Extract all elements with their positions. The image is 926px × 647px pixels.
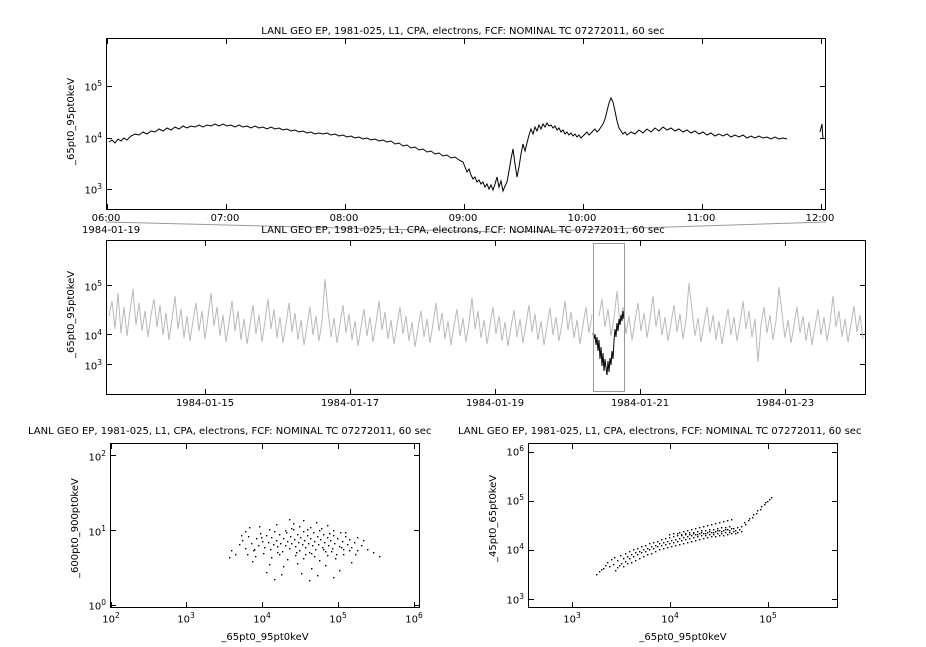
bottom-right-ytick-5: $10^5$ <box>506 493 524 508</box>
bottom-left-xtick-5: $10^5$ <box>329 611 347 626</box>
bottom-right-ytick-3: $10^3$ <box>506 592 524 607</box>
top-panel-series <box>109 98 787 191</box>
top-panel-series-tail <box>820 124 823 139</box>
bottom-left-xlabel: _65pt0_95pt0keV <box>221 632 309 643</box>
bottom-left-xtick-2: $10^2$ <box>102 611 120 626</box>
bottom-left-axes <box>110 443 420 608</box>
bottom-left-ylabel: _600pt0_900pt0keV <box>70 478 81 578</box>
middle-panel-xtick-0121: 1984-01-21 <box>610 398 670 409</box>
top-panel-xtick-1200: 12:00 <box>805 213 835 224</box>
top-panel-axes <box>106 38 826 210</box>
bottom-right-plot-area <box>529 444 837 607</box>
top-panel-ylabel: _65pt0_95pt0keV <box>66 77 77 165</box>
middle-panel-ytick-5: $10^5$ <box>84 279 102 294</box>
middle-panel-title: LANL GEO EP, 1981-025, L1, CPA, electrons, FCF: NOMINAL TC 07272011, 60 sec <box>261 225 665 236</box>
top-panel-ytick-3: $10^3$ <box>84 182 102 197</box>
bottom-left-ytick-1: $10^1$ <box>88 524 106 539</box>
top-panel-xtick-0800: 08:00 <box>329 213 359 224</box>
bottom-right-xtick-3: $10^3$ <box>563 611 581 626</box>
top-panel-plot-area <box>107 39 825 209</box>
middle-panel-context-series <box>109 279 592 347</box>
top-panel-xtick-1000: 10:00 <box>567 213 597 224</box>
bottom-right-ylabel: _45pt0_65pt0keV <box>488 474 499 562</box>
bottom-right-axes <box>528 443 838 608</box>
bottom-right-points <box>596 497 772 575</box>
bottom-left-ytick-2: $10^2$ <box>88 449 106 464</box>
bottom-right-title: LANL GEO EP, 1981-025, L1, CPA, electrons, FCF: NOMINAL TC 07272011, 60 sec <box>458 426 862 437</box>
top-panel-xtick-0900: 09:00 <box>448 213 478 224</box>
bottom-left-title: LANL GEO EP, 1981-025, L1, CPA, electrons, FCF: NOMINAL TC 07272011, 60 sec <box>28 426 432 437</box>
bottom-left-points <box>229 519 380 581</box>
top-panel-xtick-0700: 07:00 <box>210 213 240 224</box>
top-panel-title: LANL GEO EP, 1981-025, L1, CPA, electrons, FCF: NOMINAL TC 07272011, 60 sec <box>261 26 665 37</box>
bottom-left-plot-area <box>111 444 419 607</box>
top-panel-date-label: 1984-01-19 <box>82 225 141 236</box>
bottom-right-xtick-4: $10^4$ <box>661 611 679 626</box>
middle-panel-xtick-0119: 1984-01-19 <box>465 398 525 409</box>
middle-panel-ylabel: _65pt0_95pt0keV <box>66 270 77 358</box>
top-panel-ytick-4: $10^4$ <box>84 131 102 146</box>
bottom-left-xtick-6: $10^6$ <box>405 611 423 626</box>
middle-panel-ytick-4: $10^4$ <box>84 328 102 343</box>
bottom-right-xtick-5: $10^5$ <box>759 611 777 626</box>
bottom-left-xtick-3: $10^3$ <box>177 611 195 626</box>
middle-panel-highlight-series <box>593 311 624 375</box>
middle-panel-xtick-0123: 1984-01-23 <box>755 398 815 409</box>
middle-panel-xtick-0117: 1984-01-17 <box>320 398 380 409</box>
middle-panel-xtick-0115: 1984-01-15 <box>175 398 235 409</box>
top-panel-ytick-5: $10^5$ <box>84 79 102 94</box>
middle-panel-axes <box>106 240 866 395</box>
bottom-right-ytick-6: $10^6$ <box>506 444 524 459</box>
bottom-right-ytick-4: $10^4$ <box>506 542 524 557</box>
middle-panel-ytick-3: $10^3$ <box>84 358 102 373</box>
top-panel-xtick-0600: 06:00 <box>91 213 121 224</box>
middle-panel-context-series-right <box>599 283 863 362</box>
middle-panel-plot-area <box>107 241 865 394</box>
bottom-left-xtick-4: $10^4$ <box>253 611 271 626</box>
bottom-right-xlabel: _65pt0_95pt0keV <box>639 632 727 643</box>
top-panel-xtick-1100: 11:00 <box>686 213 716 224</box>
bottom-left-ytick-0: $10^0$ <box>88 598 106 613</box>
